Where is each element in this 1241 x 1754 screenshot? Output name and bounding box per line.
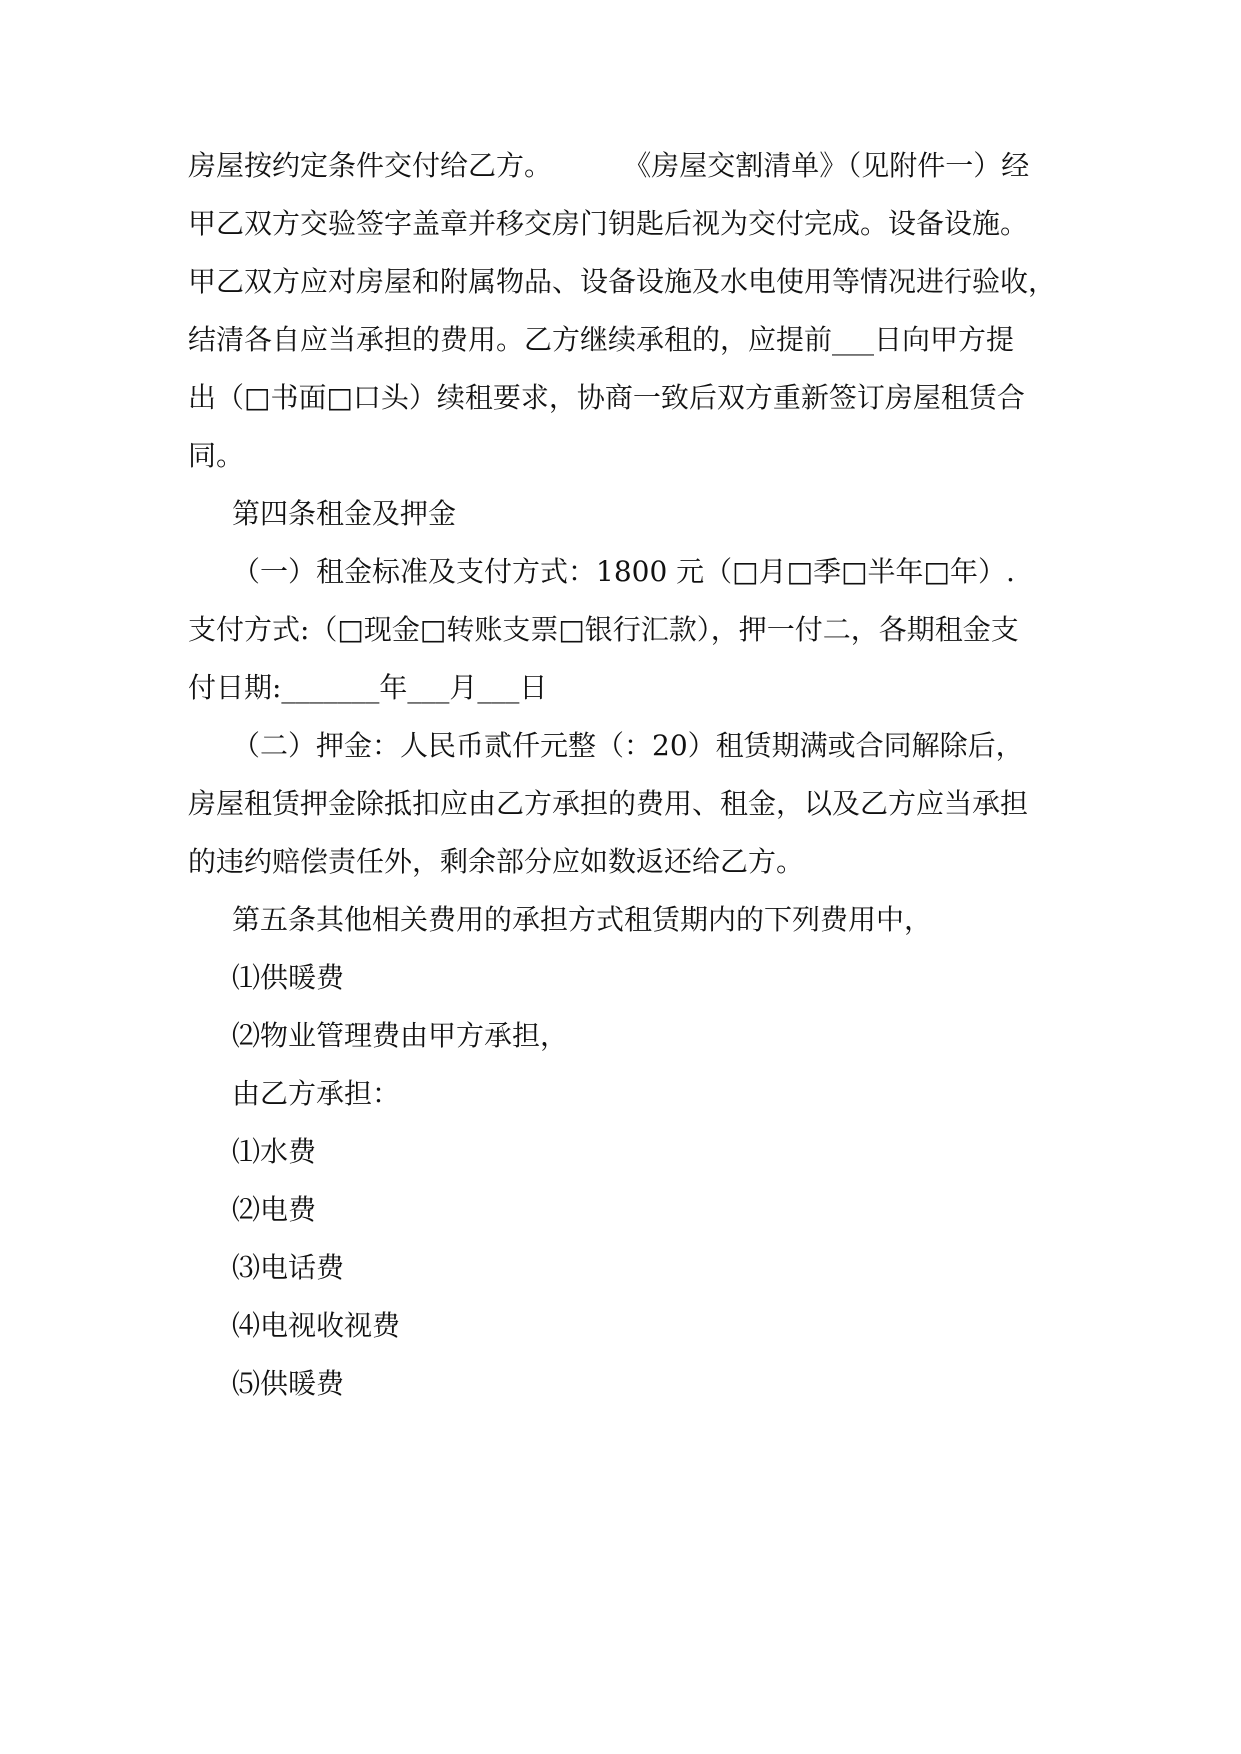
text-line: 付日期:_______年___月___日: [188, 671, 548, 704]
list-item: ⑶电话费: [232, 1251, 345, 1284]
list-item: ⑵物业管理费由甲方承担，: [232, 1019, 569, 1052]
text-line: 甲乙双方应对房屋和附属物品、设备设施及水电使用等情况进行验收，: [188, 265, 1057, 298]
text-line: 房屋租赁押金除抵扣应由乙方承担的费用、租金，以及乙方应当承担: [188, 787, 1029, 820]
text-line: （二）押金：人民币贰仟元整（：20）租赁期满或合同解除后，: [232, 729, 1024, 762]
text-line: 房屋按约定条件交付给乙方。 《房屋交割清单》（见附件一）经: [188, 149, 1030, 182]
list-item: ⑷电视收视费: [232, 1309, 401, 1342]
text-line: 同。: [188, 439, 245, 472]
list-item: ⑴水费: [232, 1135, 317, 1168]
section-heading: 第四条租金及押金: [232, 497, 457, 530]
section-heading: 第五条其他相关费用的承担方式租赁期内的下列费用中，: [232, 903, 933, 936]
list-item: ⑸供暖费: [232, 1367, 345, 1400]
text-line: 支付方式:（□现金□转账支票□银行汇款），押一付二，各期租金支: [188, 613, 1019, 646]
text-line: 的违约赔偿责任外，剩余部分应如数返还给乙方。: [188, 845, 805, 878]
text-line: （一）租金标准及支付方式：1800 元（□月□季□半年□年）.: [232, 555, 1015, 588]
list-item: ⑴供暖费: [232, 961, 345, 994]
text-line: 结清各自应当承担的费用。乙方继续承租的，应提前___日向甲方提: [188, 323, 1015, 356]
list-item: ⑵电费: [232, 1193, 317, 1226]
text-line: 由乙方承担：: [232, 1077, 401, 1110]
text-line: 甲乙双方交验签字盖章并移交房门钥匙后视为交付完成。设备设施。: [188, 207, 1029, 240]
text-line: 出（□书面□口头）续租要求，协商一致后双方重新签订房屋租赁合: [188, 381, 1025, 414]
